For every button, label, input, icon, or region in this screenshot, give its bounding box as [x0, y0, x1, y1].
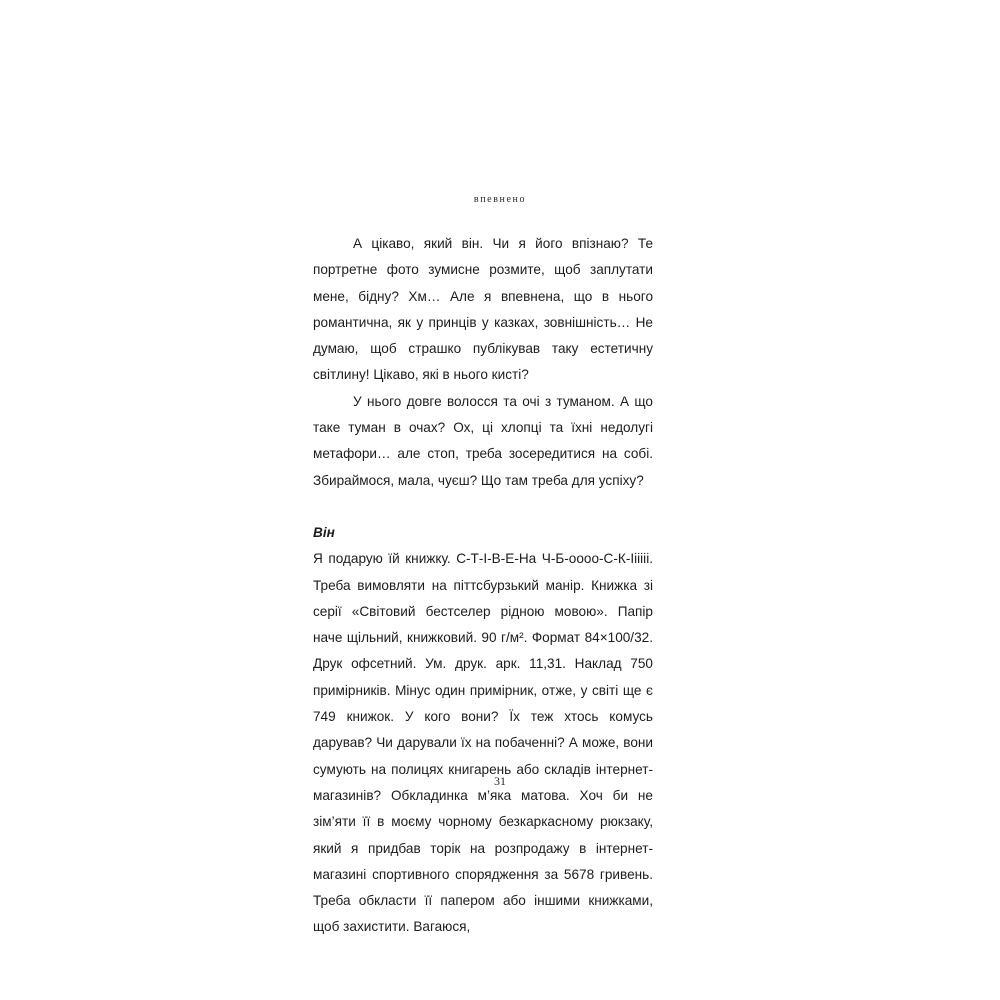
running-head: впевнено [473, 194, 527, 205]
paragraph-3: Я подарую їй книжку. С-Т-І-В-Е-На Ч-Б-оооо-С-К-Іііііі. Треба вимовляти на піттсбурзький манір. Книжка зі серії «Світовий бестселер рідною мовою». Папір наче щільний, книжковий. 90 г/м². Формат 84×100/32. Друк офсетний. Ум. друк. арк. 11,31. Наклад 750 примірників. Мінус один примірник, отже, у світі ще є 749 книжок. У кого вони? Їх теж хтось комусь дарував? Чи дарували їх на побаченні? А може, вони сумують на полицях книгарень або складів інтернет-магазинів? Обкладинка м’яка матова. Хоч би не зім’яти її в моєму чорному безкаркасному рюкзаку, який я придбав торік на розпродажу в інтернет-магазині спортивного спорядження за 5678 гривень. Треба обкласти її папером або іншими книжками, щоб захистити. Вагаюся, [313, 551, 653, 935]
paragraph-2: У нього довге волосся та очі з туманом. А що таке туман в очах? Ох, ці хлопці та їхні недолугі метафори… але стоп, треба зосередитися на собі. Збираймося, мала, чуєш? Що там треба для успіху? [313, 393, 653, 488]
paragraph-1: А цікаво, який він. Чи я його впізнаю? Те портретне фото зумисне розмите, щоб заплутати мене, бідну? Хм… Але я впевнена, що в нього романтична, як у принців у казках, зовнішність… Не думаю, щоб страшко публікував таку естетичну світлину! Цікаво, які в нього кисті? [313, 236, 653, 383]
body-text [313, 231, 653, 941]
page-number: 31 [494, 774, 506, 788]
section-heading: Він [313, 524, 335, 540]
